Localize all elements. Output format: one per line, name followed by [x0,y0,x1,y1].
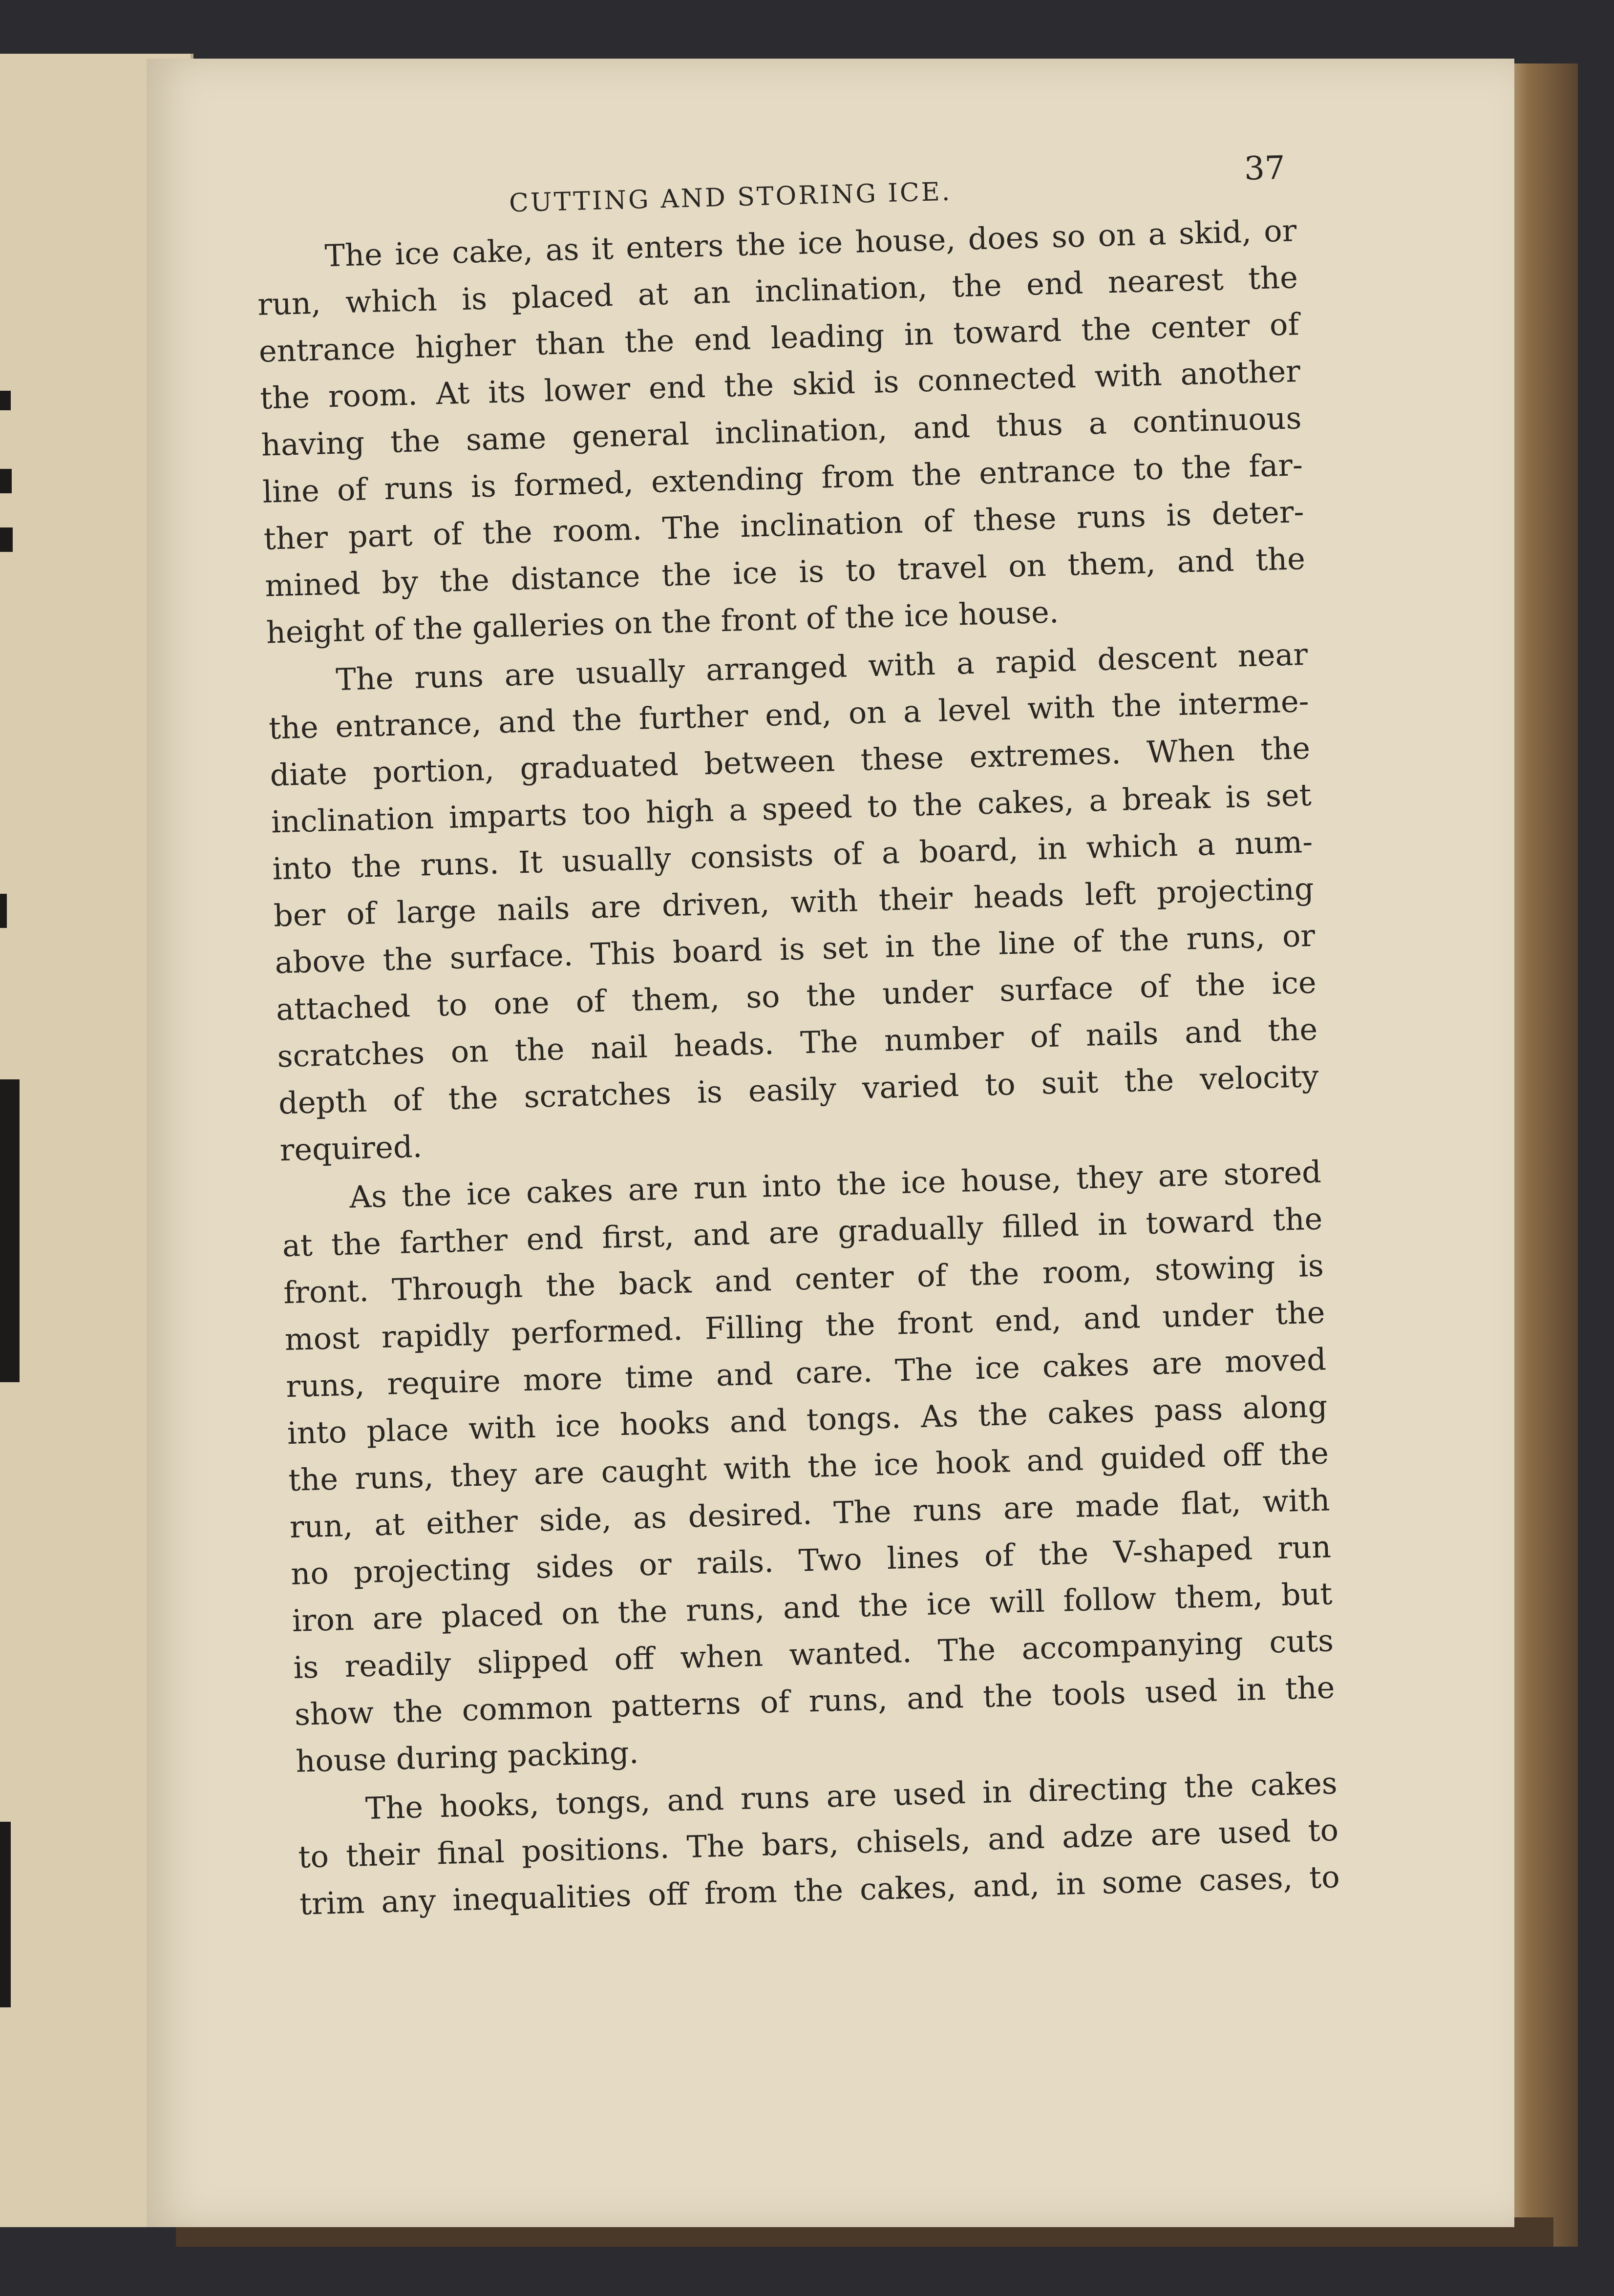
facing-page-illustration-edge [0,1079,20,1382]
text-line: iron are placed on the runs, and the ice will follow them, but [292,1576,1333,1639]
facing-page-ink [0,527,13,552]
text-line: depth of the scratches is easily varied to suit the velocity [278,1058,1319,1121]
text-line: no projecting sides or rails. Two lines of the V-shaped run [290,1529,1332,1592]
text-line: line of runs is formed, extending from the entrance to the far- [262,447,1303,510]
facing-page-ink [0,391,11,410]
text-line: scratches on the nail heads. The number of nails and the [276,1011,1318,1074]
text-line: The runs are usually arranged with a rapid descent near [335,636,1308,697]
text-line: trim any inequalities off from the cakes, and, in some cases, to [299,1859,1340,1922]
text-line: run, which is placed at an inclination, the end nearest the [257,259,1298,322]
text-line: the room. At its lower end the skid is connected with another [259,353,1301,416]
text-line: to their final positions. The bars, chisels, and adze are used to [297,1812,1339,1875]
text-line: at the farther end first, and are gradually filled in toward the [281,1201,1323,1264]
text-line: the runs, they are caught with the ice hook and guided off the [288,1435,1329,1498]
paragraph [280,1149,1337,1785]
text-line: show the common patterns of runs, and the tools used in the [294,1669,1336,1732]
text-line: height of the galleries on the front of the ice house. [266,594,1060,651]
text-line: having the same general inclination, and thus a continuous [261,400,1302,463]
text-line: front. Through the back and center of the room, stowing is [283,1247,1324,1311]
text-line: the entrance, and the further end, on a level with the interme- [268,683,1310,746]
text-line: house during packing. [295,1734,639,1779]
facing-page-ink [0,894,7,928]
paragraph [256,207,1307,656]
text-line: required. [279,1128,423,1168]
text-line: entrance higher than the end leading in toward the center of [258,306,1300,369]
paragraph [297,1760,1340,1928]
text-line: is readily slipped off when wanted. The accompanying cuts [293,1622,1334,1685]
text-line: ther part of the room. The inclination of these runs is deter- [263,493,1305,557]
text-line: The ice cake, as it enters the ice house, does so on a skid, or [324,212,1297,274]
text-line: inclination imparts too high a speed to the cakes, a break is set [271,777,1312,840]
text-line: above the surface. This board is set in the line of the runs, or [274,917,1316,981]
paragraph [267,631,1320,1174]
text-line: run, at either side, as desired. The runs are made flat, with [289,1482,1331,1545]
text-line: mined by the distance the ice is to travel on them, and the [264,540,1306,604]
text-line: attached to one of them, so the under surface of the ice [276,964,1317,1028]
running-head: CUTTING AND STORING ICE. [509,177,952,218]
text-line: into the runs. It usually consists of a board, in which a num- [272,823,1313,887]
text-line: into place with ice hooks and tongs. As the cakes pass along [286,1388,1328,1452]
text-line: ber of large nails are driven, with their heads left projecting [273,870,1315,934]
text-line: As the ice cakes are run into the ice house, they are stored [349,1154,1322,1215]
text-line: most rapidly performed. Filling the front end, and under the [284,1294,1326,1358]
facing-page-illustration-edge [0,1822,11,2007]
page-number: 37 [1243,148,1286,188]
text-line: runs, require more time and care. The ice cakes are moved [285,1341,1327,1405]
text-line: diate portion, graduated between these extremes. When the [269,730,1311,793]
body-text [256,207,1340,1928]
facing-page-ink [0,469,12,493]
page-text [254,139,1340,1930]
text-line: The hooks, tongs, and runs are used in directing the cakes [365,1765,1338,1827]
